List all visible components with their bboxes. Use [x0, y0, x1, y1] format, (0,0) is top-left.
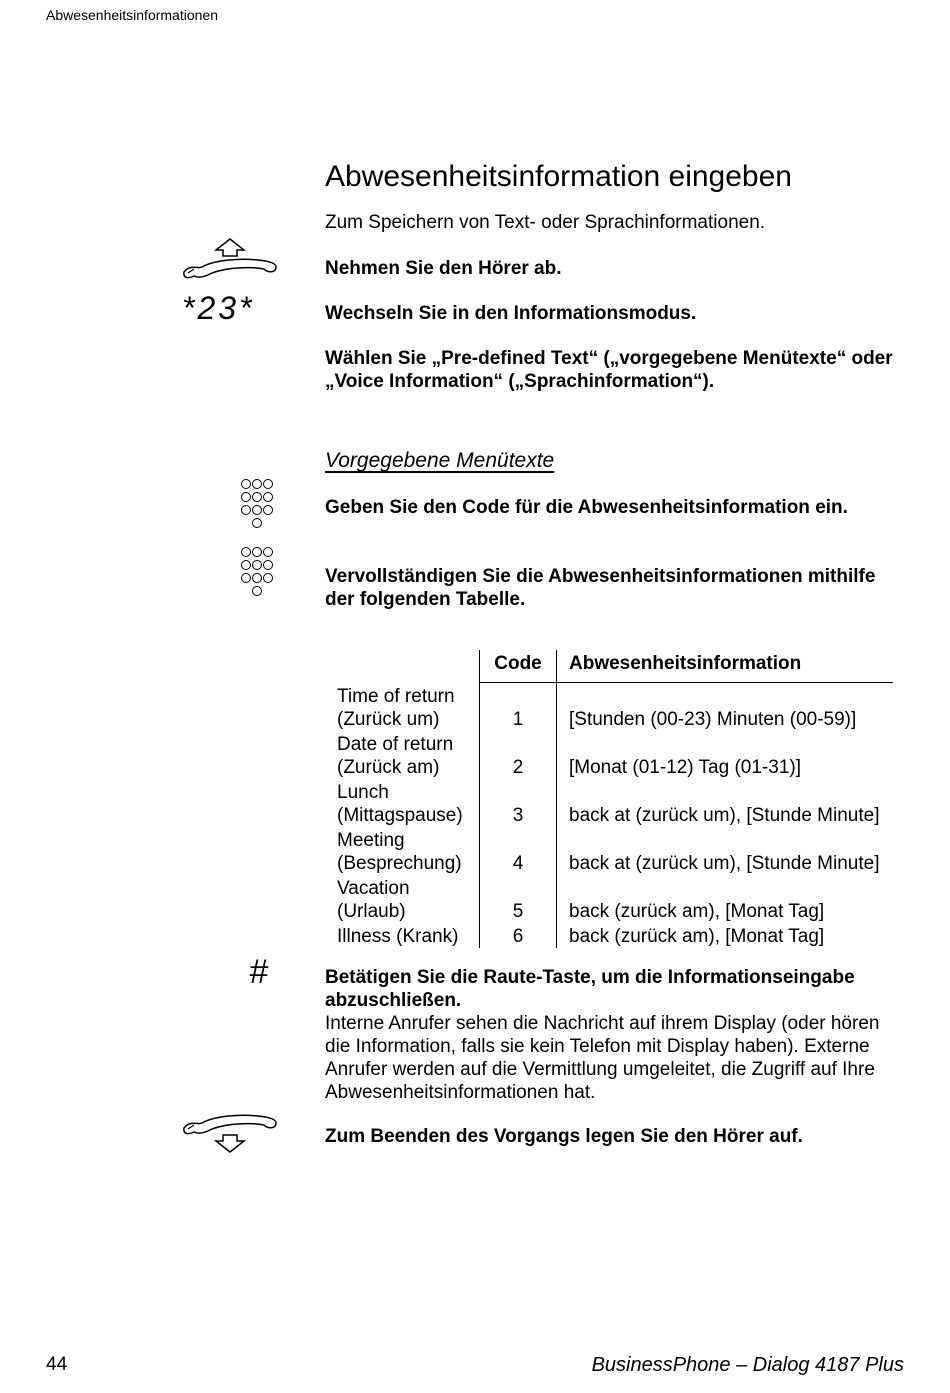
step-information-mode: Wechseln Sie in den Informationsmodus.: [325, 303, 697, 324]
page-title: Abwesenheitsinformation eingeben: [325, 160, 792, 193]
step-hang-up: Zum Beenden des Vorgangs legen Sie den Hörer auf.: [325, 1126, 803, 1147]
row-name-de: (Zurück um): [337, 709, 440, 730]
handset-replace-icon: [180, 1112, 280, 1154]
row-info: back (zurück am), [Monat Tag]: [569, 901, 825, 922]
star-code-icon: *23*: [182, 290, 255, 326]
row-code: 3: [480, 779, 557, 827]
section-subheading: Vorgegebene Menütexte: [325, 449, 555, 472]
step-press-hash: Betätigen Sie die Raute-Taste, um die Informationseingabe abzuschließen.: [325, 967, 855, 1011]
row-name-de: (Urlaub): [337, 901, 406, 922]
table-row: [325, 683, 893, 732]
table-header-row: [325, 650, 893, 683]
row-info: back at (zurück um), [Stunde Minute]: [569, 805, 880, 826]
step-lift-handset: Nehmen Sie den Hörer ab.: [325, 258, 562, 279]
running-header: Abwesenheitsinformationen: [46, 7, 218, 23]
table-row: [325, 731, 893, 779]
row-name-de: (Mittagspause): [337, 805, 463, 826]
handset-lift-icon: [180, 236, 280, 284]
table-header-name: [325, 650, 480, 683]
table-header-code: Code: [480, 650, 557, 683]
table-row: [325, 827, 893, 875]
row-code: 2: [480, 731, 557, 779]
row-name: Date of return: [337, 734, 454, 755]
keypad-icon: [237, 479, 277, 531]
row-name: Meeting: [337, 830, 405, 851]
row-name: Illness (Krank): [337, 926, 459, 947]
keypad-icon: [237, 547, 277, 599]
row-code: 1: [480, 683, 557, 732]
step-hash-block: [325, 966, 910, 1104]
table-row: [325, 875, 893, 923]
row-name: Lunch: [337, 782, 389, 803]
row-name-de: (Zurück am): [337, 757, 440, 778]
table-row: [325, 779, 893, 827]
footer-title: BusinessPhone – Dialog 4187 Plus: [591, 1354, 904, 1376]
step-select-type: Wählen Sie „Pre-defined Text“ („vorgegebene Menütexte“ oder „Voice Information“ („Sprachinformation“).: [325, 348, 893, 392]
step-complete-info: Vervollständigen Sie die Abwesenheitsinformationen mithilfe der folgenden Tabelle.: [325, 566, 876, 610]
row-code: 6: [480, 923, 557, 948]
row-info: back (zurück am), [Monat Tag]: [569, 926, 825, 947]
intro-text: Zum Speichern von Text- oder Sprachinformationen.: [325, 212, 766, 233]
step-enter-code: Geben Sie den Code für die Abwesenheitsinformation ein.: [325, 497, 848, 518]
page-number: 44: [46, 1354, 68, 1375]
row-code: 5: [480, 875, 557, 923]
row-code: 4: [480, 827, 557, 875]
row-name: Vacation: [337, 878, 410, 899]
hash-key-icon: #: [249, 953, 268, 991]
table-header-info: Abwesenheitsinformation: [557, 650, 894, 683]
row-name-de: (Besprechung): [337, 853, 462, 874]
row-info: [Monat (01-12) Tag (01-31)]: [569, 757, 801, 778]
absence-code-table: [325, 650, 893, 948]
step-hash-note: Interne Anrufer sehen die Nachricht auf ihrem Display (oder hören die Information, falls sie kein Telefon mit Display haben). Externe Anrufer werden auf die Vermittlung umgeleitet, die Zugriff auf Ihre Abwesenheitsinformationen hat.: [325, 1013, 880, 1103]
row-info: [Stunden (00-23) Minuten (00-59)]: [569, 709, 857, 730]
row-info: back at (zurück um), [Stunde Minute]: [569, 853, 880, 874]
row-name: Time of return: [337, 686, 455, 707]
table-row: [325, 923, 893, 948]
